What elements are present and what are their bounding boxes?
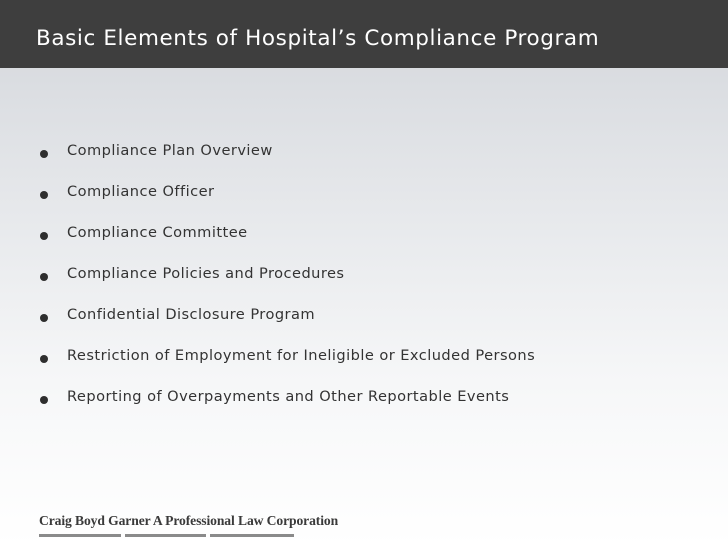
slide-title: Basic Elements of Hospital’s Compliance Program	[36, 26, 600, 51]
bullet-label: Compliance Policies and Procedures	[67, 265, 345, 282]
bullet-icon	[40, 191, 48, 199]
footer-rule-segment	[210, 534, 294, 537]
bullet-icon	[40, 314, 48, 322]
bullet-label: Compliance Plan Overview	[67, 142, 273, 159]
title-bar	[0, 0, 728, 68]
bullet-label: Compliance Committee	[67, 224, 248, 241]
footer-rule-segment	[125, 534, 206, 537]
bullet-icon	[40, 273, 48, 281]
bullet-icon	[40, 355, 48, 363]
footer-rule-segment	[39, 534, 121, 537]
bullet-icon	[40, 396, 48, 404]
bullet-icon	[40, 150, 48, 158]
footer-logo: Craig Boyd Garner A Professional Law Corporation	[39, 513, 339, 528]
bullet-label: Compliance Officer	[67, 183, 215, 200]
bullet-label: Reporting of Overpayments and Other Reportable Events	[67, 388, 510, 405]
bullet-icon	[40, 232, 48, 240]
bullet-label: Confidential Disclosure Program	[67, 306, 316, 323]
bullet-label: Restriction of Employment for Ineligible or Excluded Persons	[67, 347, 536, 364]
